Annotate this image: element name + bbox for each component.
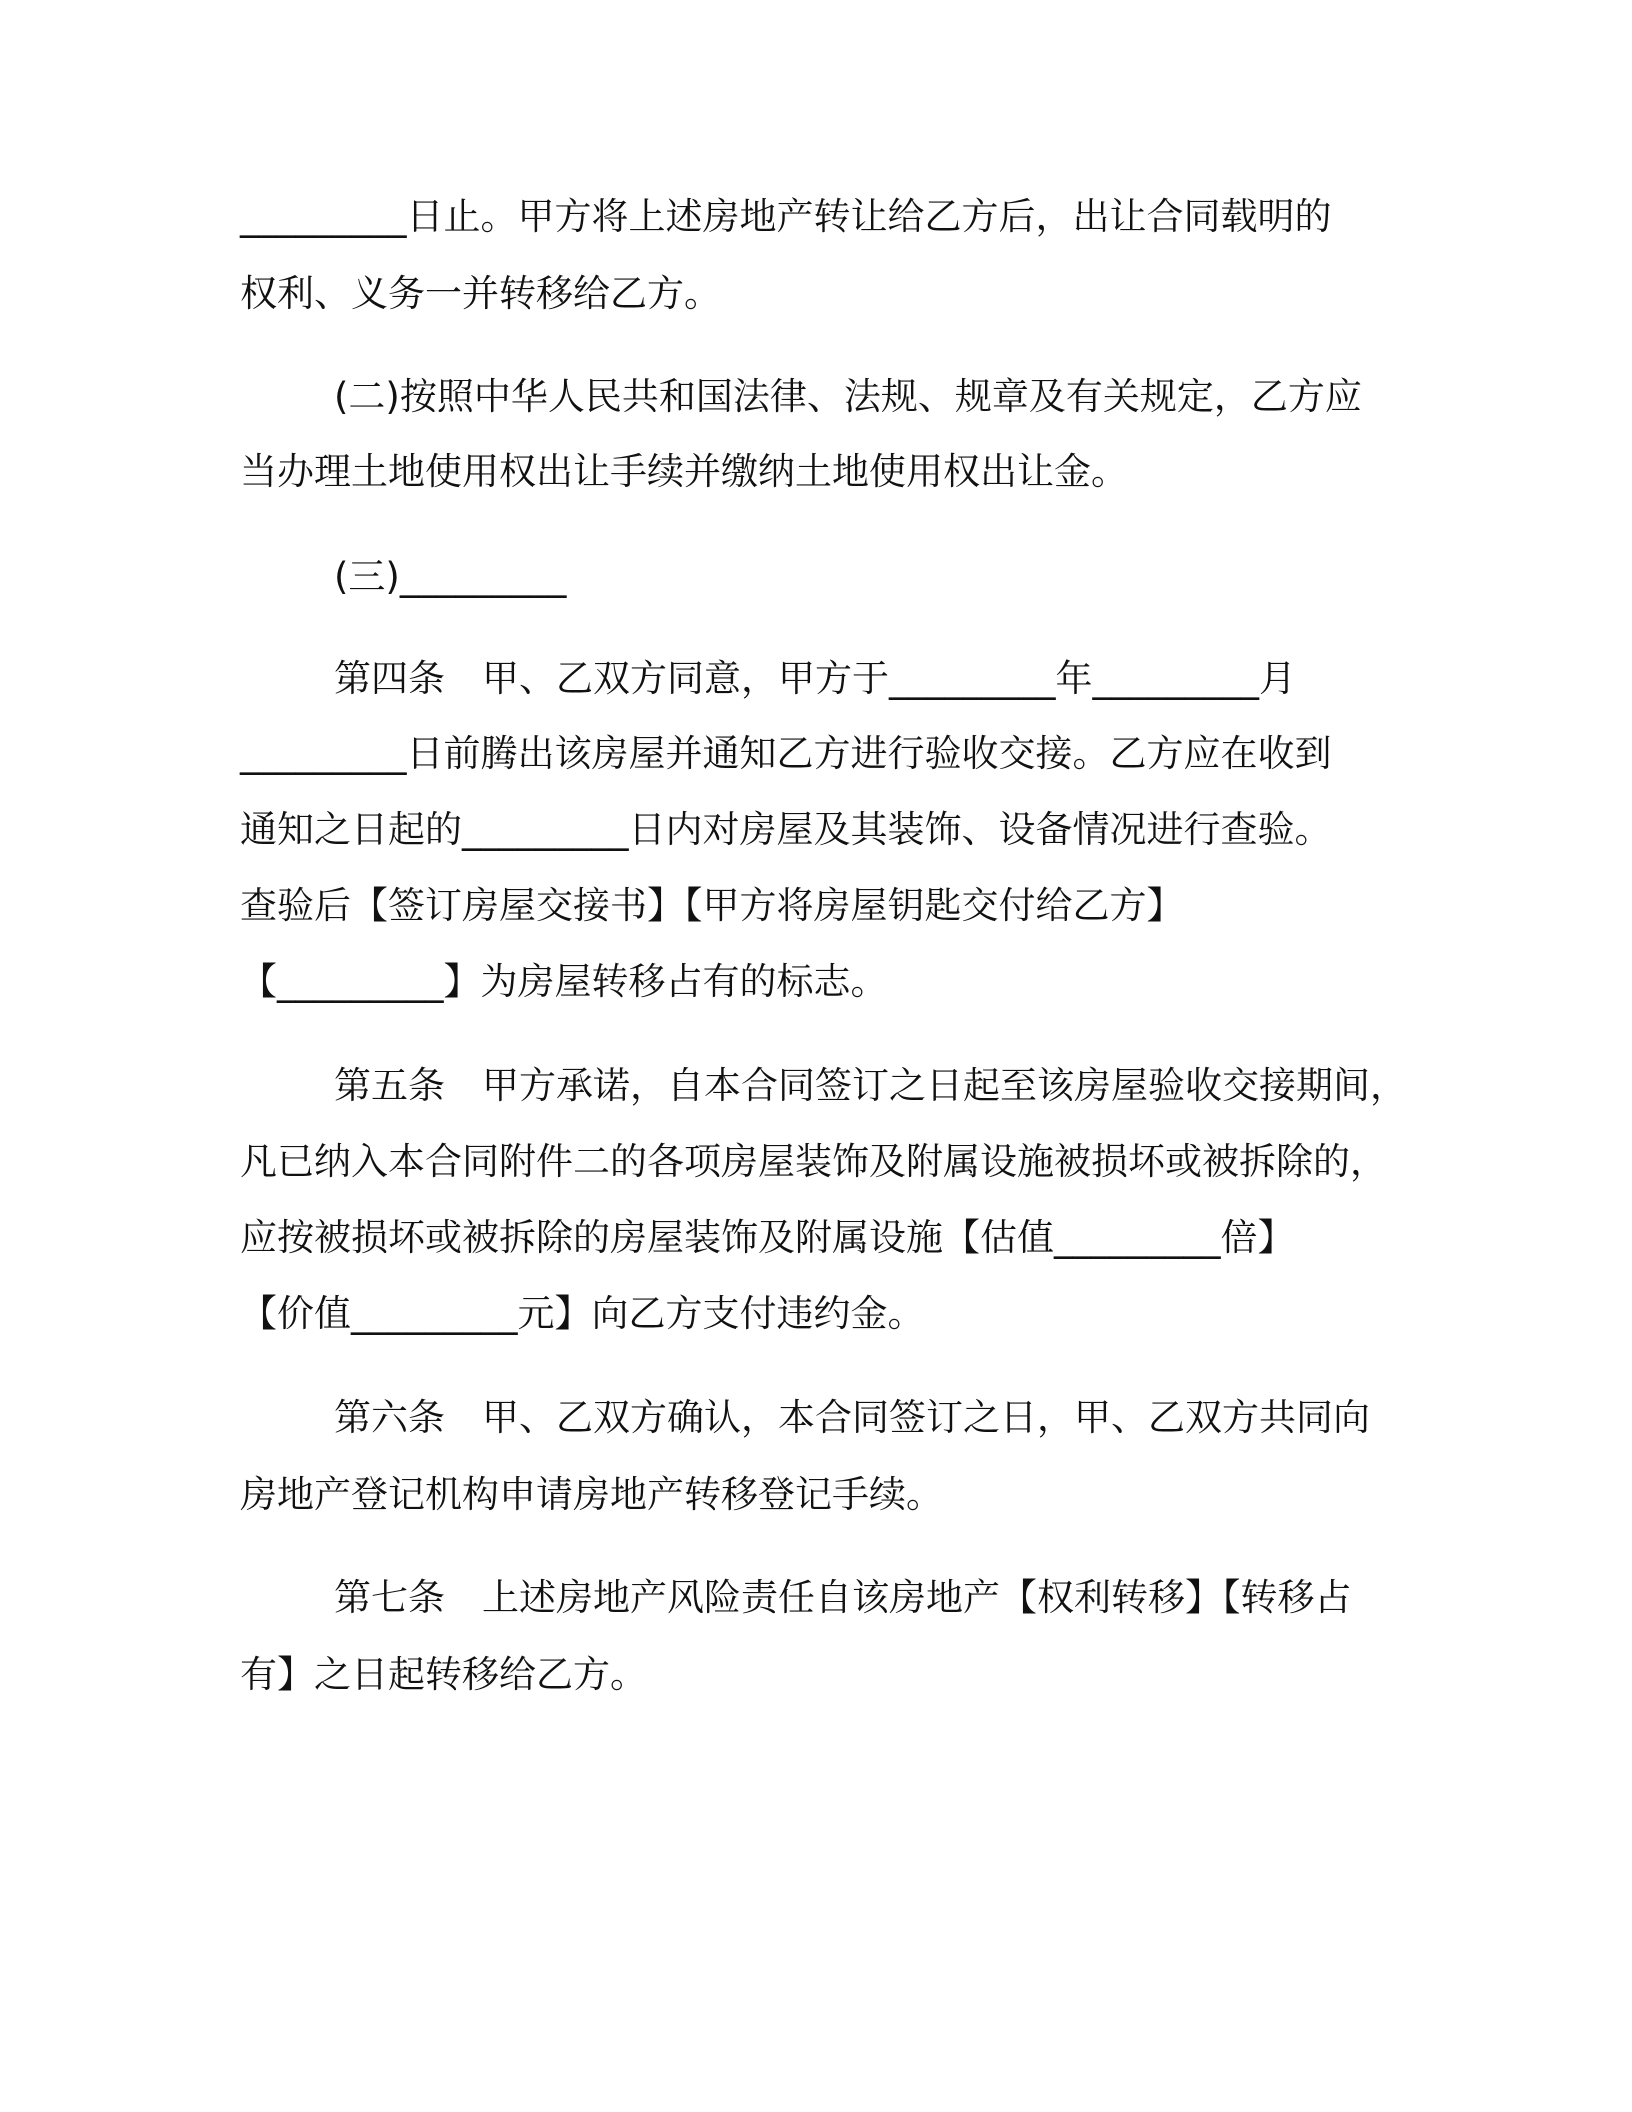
text-line: 第五条 甲方承诺，自本合同签订之日起至该房屋验收交接期间，	[334, 1064, 1407, 1107]
text-line: _________日止。甲方将上述房地产转让给乙方后，出让合同载明的	[240, 195, 1332, 238]
text-line: 当办理土地使用权出让手续并缴纳土地使用权出让金。	[240, 450, 1128, 493]
text-line: 权利、义务一并转移给乙方。	[240, 272, 721, 315]
text-line: 凡已纳入本合同附件二的各项房屋装饰及附属设施被损坏或被拆除的，	[240, 1140, 1387, 1183]
text-line: 应按被损坏或被拆除的房屋装饰及附属设施【估值_________倍】	[240, 1216, 1295, 1259]
text-line: 【价值_________元】向乙方支付违约金。	[240, 1292, 925, 1335]
text-line: _________日前腾出该房屋并通知乙方进行验收交接。乙方应在收到	[240, 732, 1332, 775]
text-line: 房地产登记机构申请房地产转移登记手续。	[240, 1473, 943, 1516]
text-line: 【_________】为房屋转移占有的标志。	[240, 960, 888, 1003]
text-line: 有】之日起转移给乙方。	[240, 1653, 647, 1696]
text-line: 通知之日起的_________日内对房屋及其装饰、设备情况进行查验。	[240, 808, 1332, 851]
text-line: 第七条 上述房地产风险责任自该房地产【权利转移】【转移占	[334, 1576, 1352, 1619]
text-line: 查验后【签订房屋交接书】【甲方将房屋钥匙交付给乙方】	[240, 884, 1184, 927]
text-line: 第四条 甲、乙双方同意，甲方于_________年_________月	[334, 657, 1296, 700]
text-line: 第六条 甲、乙双方确认，本合同签订之日，甲、乙双方共同向	[334, 1396, 1370, 1439]
text-line: (二)按照中华人民共和国法律、法规、规章及有关规定，乙方应	[334, 375, 1362, 418]
text-line: (三)_________	[334, 555, 567, 598]
